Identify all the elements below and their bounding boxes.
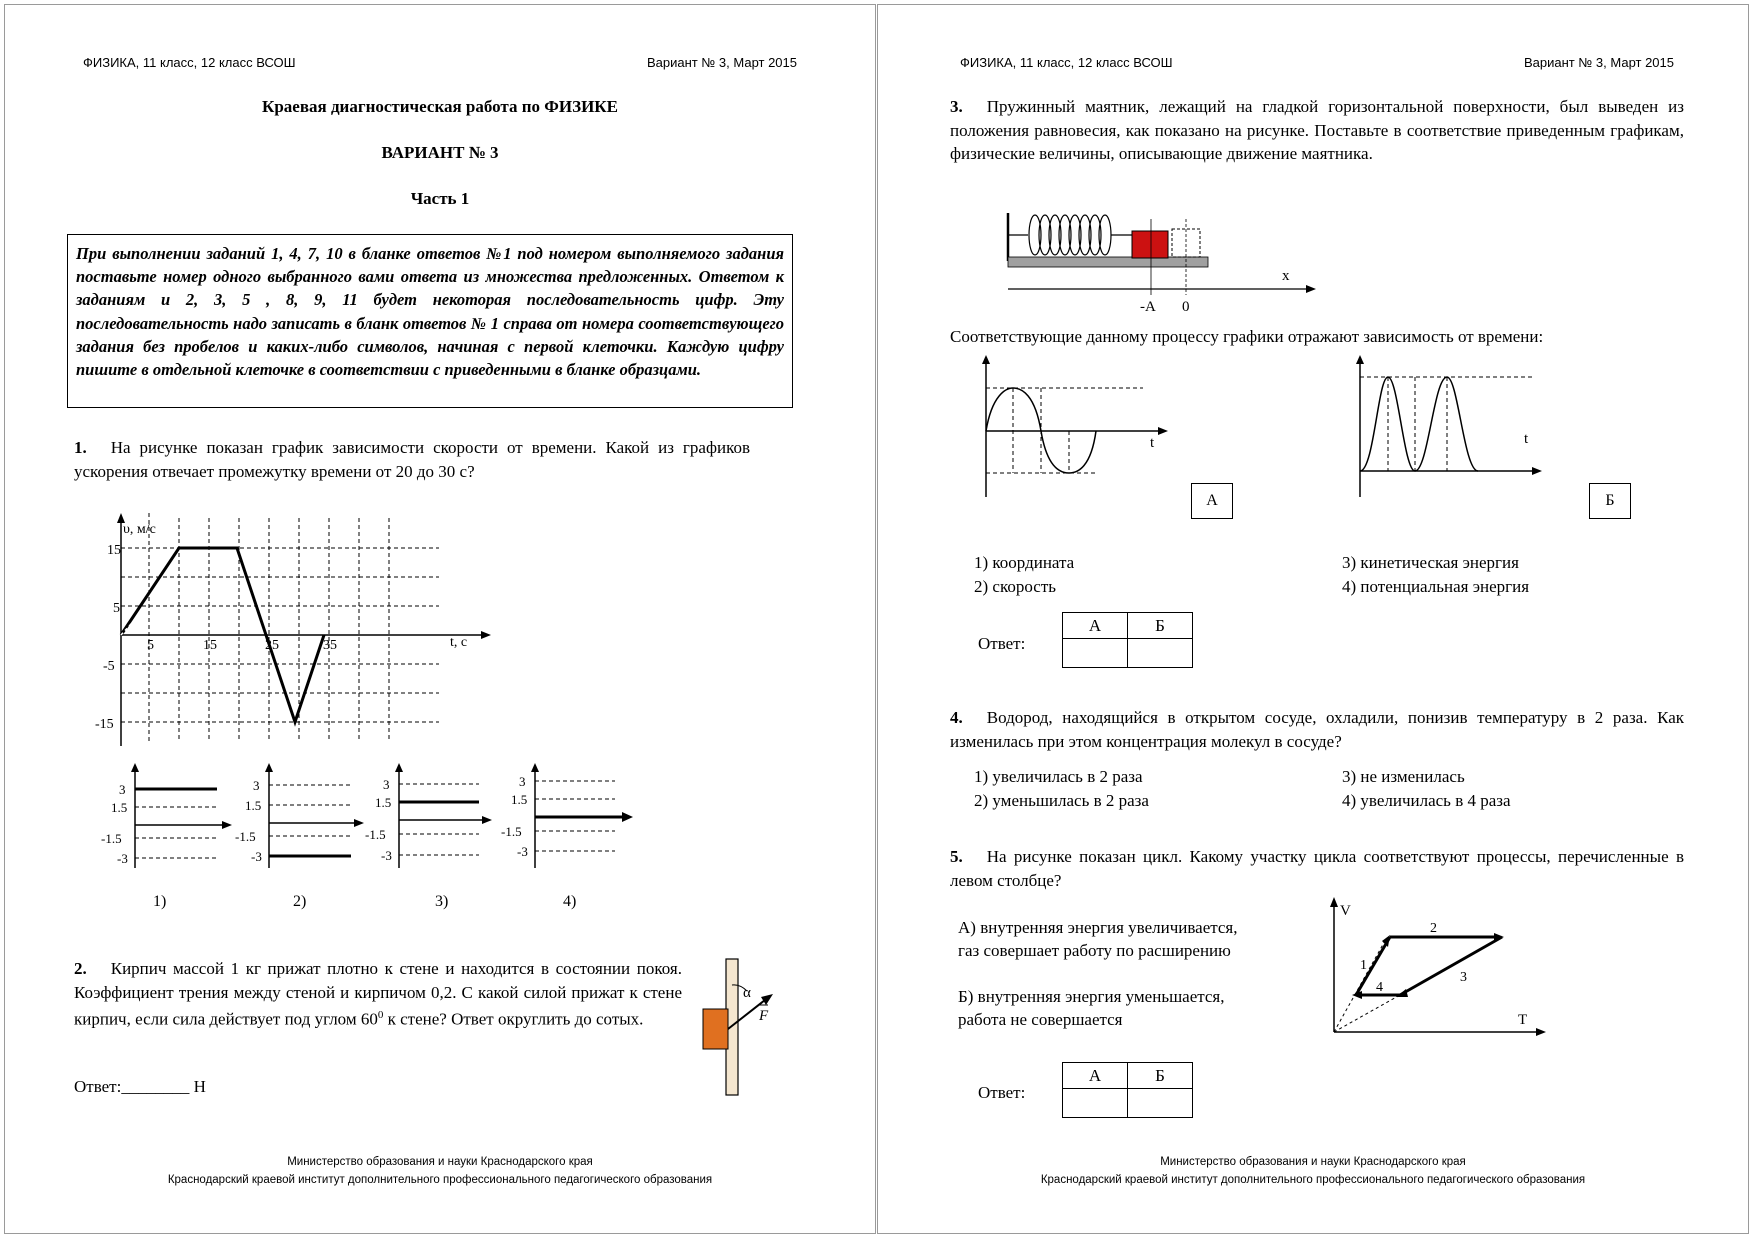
question-4 <box>950 706 1684 753</box>
option-2-label: 2) <box>293 893 307 910</box>
answer-label: Ответ: <box>74 1077 122 1096</box>
right-page <box>877 4 1749 1234</box>
footer <box>878 1153 1748 1189</box>
q5-process-a-line-2: газ совершает работу по расширению <box>958 941 1231 960</box>
answer-unit: Н <box>193 1077 206 1096</box>
arrow-icon <box>1532 467 1542 475</box>
x-axis-arrow-icon <box>481 631 491 639</box>
q5-col-a: А <box>1063 1063 1128 1089</box>
footer <box>5 1153 875 1189</box>
question-5-number: 5. <box>950 847 963 866</box>
tick-label: 1.5 <box>375 795 392 810</box>
question-5 <box>950 845 1684 892</box>
surface <box>1008 257 1208 267</box>
segment-3 <box>1400 937 1502 995</box>
header-variant: Вариант № 3, Март 2015 <box>646 55 797 70</box>
y-tick-minus-15: -15 <box>95 717 114 732</box>
tick-label: 1.5 <box>111 800 128 815</box>
acceleration-option-1 <box>101 763 235 868</box>
q3-answer-label: Ответ: <box>978 634 1026 653</box>
instructions-box: При выполнении заданий 1, 4, 7, 10 в бланке ответов №1 под номером выполняемого задания поставьте номер одного выбранного вами ответа из множества предложенных. Ответом к заданиям и 2, 3, 5 , 8, 9, 11 будет некоторая последовательность цифр. Эту последовательность надо записать в бланк ответов № 1 справа от номера соответствующего задания без пробелов и каких-либо символов, начиная с первой клеточки. Каждую цифру пишите в отдельной клеточке в соответствии с приведенными в бланке образцами. <box>67 234 793 408</box>
question-1-number: 1. <box>74 438 87 457</box>
q5-process-b-line-1: Б) внутренняя энергия уменьшается, <box>958 987 1225 1006</box>
footer-line-1: Министерство образования и науки Краснодарского края <box>1160 1156 1466 1168</box>
arrow-icon <box>354 819 364 827</box>
question-2-number: 2. <box>74 959 87 978</box>
question-4-text: Водород, находящийся в открытом сосуде, охладили, понизив температуру в 2 раза. Как изменилась при этом концентрация молекул в сосуде? <box>950 708 1684 751</box>
tick-label: 1.5 <box>511 792 528 807</box>
tick-label: 1.5 <box>245 798 262 813</box>
q3-col-a: А <box>1063 613 1128 639</box>
y-tick-5: 5 <box>113 601 120 616</box>
arrow-icon <box>1356 355 1364 364</box>
figure-zero-label: 0 <box>1182 299 1190 315</box>
figure-x-label: x <box>1282 268 1290 284</box>
segment-2-label: 2 <box>1430 921 1437 936</box>
arrow-icon <box>265 763 273 772</box>
y-tick-minus-5: -5 <box>103 659 115 674</box>
v-axis-label: V <box>1340 903 1351 919</box>
q3-col-b: Б <box>1128 613 1193 639</box>
equilibrium-position <box>1172 229 1200 257</box>
force-label: F <box>759 1008 769 1024</box>
question-5-text: На рисунке показан цикл. Какому участку цикла соответствуют процессы, перечисленные в левом столбце? <box>950 847 1684 890</box>
tick-label: -1.5 <box>101 831 122 846</box>
acceleration-option-2 <box>237 763 367 868</box>
force-arrow-icon <box>761 994 773 1005</box>
question-2-text: Кирпич массой 1 кг прижат плотно к стене и находится в состоянии покоя. Коэффициент трения между стеной и кирпичом 0,2. С какой силой прижат к стене кирпич, если сила действует под углом 60 <box>74 959 682 1029</box>
tick-label: -3 <box>117 851 128 866</box>
arrow-icon <box>1158 427 1168 435</box>
header-variant: Вариант № 3, Март 2015 <box>1523 55 1674 70</box>
segment-1-label: 1 <box>1360 958 1367 973</box>
question-2 <box>74 957 682 1031</box>
x-axis-arrow-icon <box>1306 285 1316 293</box>
option-4-label: 4) <box>563 893 577 910</box>
tick-label: -1.5 <box>501 824 522 839</box>
q3-option-1[interactable]: 1) координата <box>974 553 1075 572</box>
footer-line-2: Краснодарский краевой институт дополнительного профессионального педагогического образования <box>1040 1174 1586 1186</box>
question-1 <box>74 436 750 483</box>
chart-ylabel: υ, м/с <box>123 522 156 537</box>
question-3-number: 3. <box>950 97 963 116</box>
q3-answer-cell-b[interactable] <box>1128 639 1193 668</box>
tick-label: -1.5 <box>235 829 256 844</box>
q5-answer-cell-a[interactable] <box>1063 1089 1128 1118</box>
tick-label: 3 <box>119 782 126 797</box>
y-tick-15: 15 <box>107 543 121 558</box>
x-tick-15: 15 <box>203 638 217 653</box>
tick-label: 3 <box>383 777 390 792</box>
alpha-label: α <box>743 985 751 1001</box>
left-page <box>4 4 876 1234</box>
question-3 <box>950 95 1684 166</box>
segment-4-label: 4 <box>1376 980 1383 995</box>
q5-process-b-line-2: работа не совершается <box>958 1010 1123 1029</box>
question-3-subtitle: Соответствующие данному процессу графики отражают зависимость от времени: <box>950 327 1544 346</box>
graph-a-label: А <box>1191 483 1233 519</box>
arrow-icon <box>982 355 990 364</box>
variant-title: ВАРИАНТ № 3 <box>381 143 499 162</box>
x-tick-35: 35 <box>323 638 337 653</box>
chart-grid <box>121 513 439 741</box>
graph-a-t-label: t <box>1150 435 1155 451</box>
brick <box>703 1009 728 1049</box>
mass-block <box>1132 231 1168 258</box>
arrow-icon <box>222 821 232 829</box>
tick-label: 3 <box>253 778 260 793</box>
q5-answer-label: Ответ: <box>978 1083 1026 1102</box>
option-1-label: 1) <box>153 893 167 910</box>
q4-option-4[interactable]: 4) увеличилась в 4 раза <box>1342 791 1511 810</box>
option-3-label: 3) <box>435 893 449 910</box>
velocity-chart <box>95 513 505 753</box>
energy-curve <box>1360 377 1478 471</box>
arrow-icon <box>395 763 403 772</box>
acceleration-option-4 <box>501 763 636 868</box>
x-tick-5: 5 <box>147 638 154 653</box>
tick-label: 3 <box>519 774 526 789</box>
q5-answer-cell-b[interactable] <box>1128 1089 1193 1118</box>
q5-col-b: Б <box>1128 1063 1193 1089</box>
q5-answer-table <box>1062 1062 1193 1118</box>
graph-a <box>978 355 1178 505</box>
arrow-icon <box>622 812 633 822</box>
tick-label: -3 <box>381 848 392 863</box>
q4-option-3[interactable]: 3) не изменилась <box>1342 767 1465 786</box>
q5-process-a-line-1: А) внутренняя энергия увеличивается, <box>958 918 1238 937</box>
brick-wall-figure <box>695 957 795 1097</box>
q3-option-4[interactable]: 4) потенциальная энергия <box>1342 577 1530 596</box>
header-subject: ФИЗИКА, 11 класс, 12 класс ВСОШ <box>960 55 1173 70</box>
t-axis-label: T <box>1518 1012 1528 1028</box>
footer-line-2: Краснодарский краевой институт дополнительного профессионального педагогического образования <box>167 1174 713 1186</box>
header-subject: ФИЗИКА, 11 класс, 12 класс ВСОШ <box>83 55 296 70</box>
answer-blank[interactable]: ________ <box>121 1077 190 1096</box>
v-axis-arrow-icon <box>1330 897 1338 907</box>
question-4-number: 4. <box>950 708 963 727</box>
arrow-icon <box>131 763 139 772</box>
graph-b-t-label: t <box>1524 431 1529 447</box>
degree-sup: 0 <box>377 1009 384 1021</box>
tick-label: -3 <box>251 849 262 864</box>
question-2-text-end: к стене? Ответ округлить до сотых. <box>383 1009 644 1029</box>
cycle-diagram <box>1326 897 1556 1037</box>
q3-option-2[interactable]: 2) скорость <box>974 577 1057 596</box>
footer-line-1: Министерство образования и науки Краснодарского края <box>287 1156 593 1168</box>
q3-answer-cell-a[interactable] <box>1063 639 1128 668</box>
q4-option-1[interactable]: 1) увеличилась в 2 раза <box>974 767 1143 786</box>
q4-option-2[interactable]: 2) уменьшилась в 2 раза <box>974 791 1149 810</box>
page-title: Краевая диагностическая работа по ФИЗИКЕ <box>262 97 618 116</box>
graph-b-label: Б <box>1589 483 1631 519</box>
figure-minus-a-label: -А <box>1140 299 1156 315</box>
graph-b <box>1352 355 1562 505</box>
chart-xlabel: t, с <box>450 635 468 650</box>
question-3-text: Пружинный маятник, лежащий на гладкой горизонтальной поверхности, был выведен из положения равновесия, как показано на рисунке. Поставьте в соответствие приведенным графикам, физические величины, описывающие движение маятника. <box>950 97 1684 163</box>
arrow-icon <box>531 763 539 772</box>
tick-label: -1.5 <box>365 827 386 842</box>
t-axis-arrow-icon <box>1536 1028 1546 1036</box>
q3-option-3[interactable]: 3) кинетическая энергия <box>1342 553 1519 572</box>
spring-pendulum-figure <box>1006 209 1326 319</box>
part-title: Часть 1 <box>410 189 470 208</box>
question-2-answer <box>74 1075 206 1099</box>
question-1-text: На рисунке показан график зависимости скорости от времени. Какой из графиков ускорения отвечает промежутку времени от 20 до 30 с? <box>74 438 750 481</box>
segment-3-label: 3 <box>1460 970 1467 985</box>
arrow-icon <box>482 816 492 824</box>
tick-label: -3 <box>517 844 528 859</box>
spring <box>1029 215 1111 255</box>
q3-answer-table <box>1062 612 1193 668</box>
x-tick-25: 25 <box>265 638 279 653</box>
acceleration-option-3 <box>365 763 495 868</box>
